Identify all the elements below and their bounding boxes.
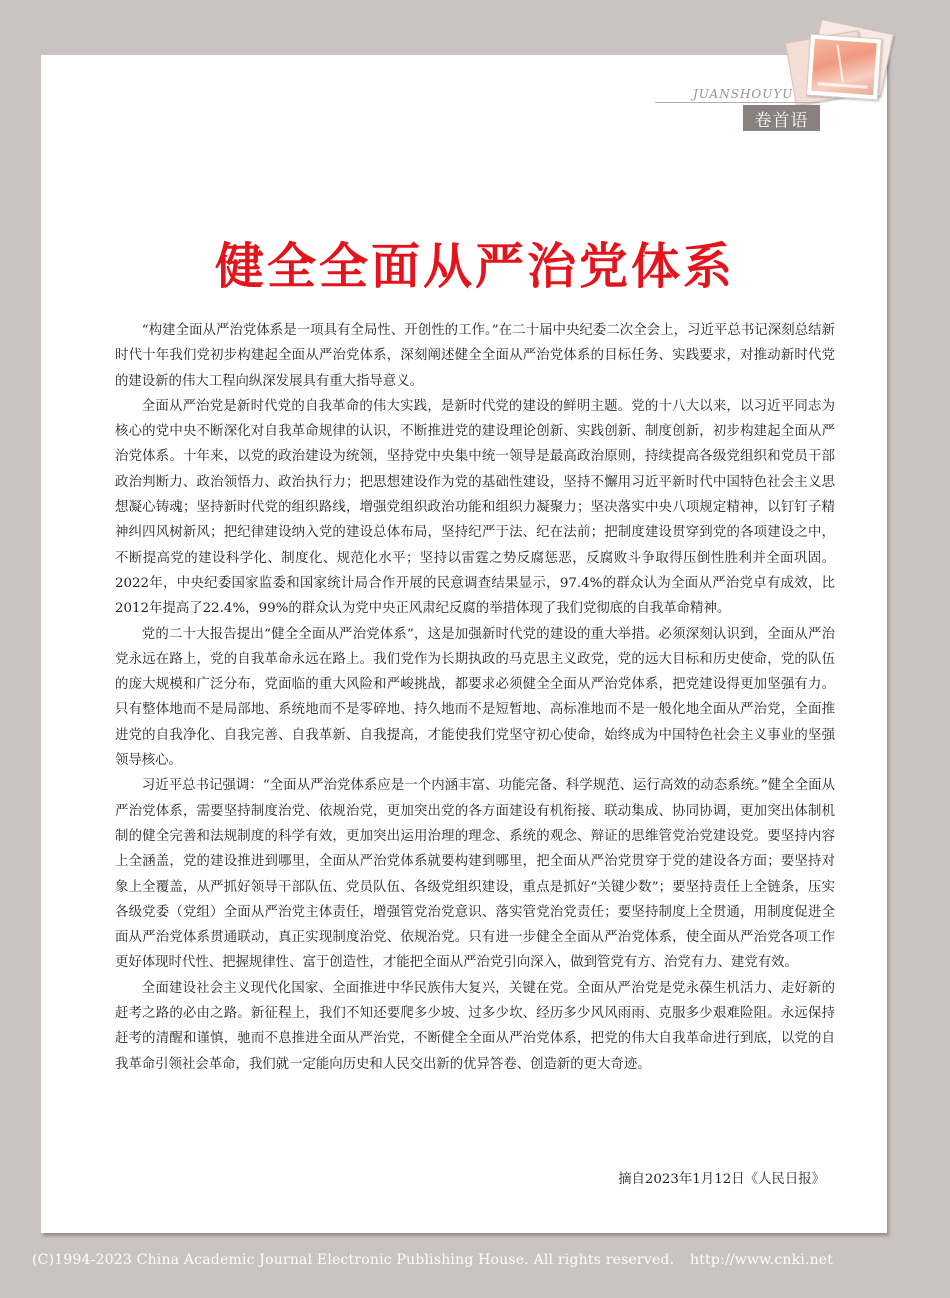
paragraph: “构建全面从严治党体系是一项具有全局性、开创性的工作。”在二十届中央纪委二次全会上，习近平总书记深刻总结新时代十年我们党初步构建起全面从严治党体系，深刻阐述健全全面从严治党体系的目标任务、实践要求，对推动新时代党的建设新的伟大工程向纵深发展具有重大指导意义。: [115, 323, 835, 389]
article-body: [115, 318, 835, 1077]
footer-url[interactable]: http://www.cnki.net: [690, 1252, 834, 1268]
article-title: 健全全面从严治党体系: [214, 238, 735, 295]
header-divider: [655, 102, 820, 103]
copyright-footer: [32, 1252, 834, 1268]
section-pinyin: JUANSHOUYU: [693, 87, 794, 101]
paragraph: 全面从严治党是新时代党的自我革命的伟大实践，是新时代党的建设的鲜明主题。党的十八大以来，以习近平同志为核心的党中央不断深化对自我革命规律的认识，不断推进党的建设理论创新、实践创新、制度创新，初步构建起全面从严治党体系。十年来，以党的政治建设为统领，坚持党中央集中统一领导是最高政治原则，持续提高各级党组织和党员干部政治判断力、政治领悟力、政治执行力；把思想建设作为党的基础性建设，坚持不懈用习近平新时代中国特色社会主义思想凝心铸魂；坚持新时代党的组织路线，增强党组织政治功能和组织力凝聚力；坚决落实中央八项规定精神，以钉钉子精神纠四风树新风；把纪律建设纳入党的建设总体布局，坚持纪严于法、纪在法前；把制度建设贯穿到党的各项建设之中，不断提高党的建设科学化、制度化、规范化水平；坚持以雷霆之势反腐惩恶，反腐败斗争取得压倒性胜利并全面巩固。2022年，中央纪委国家监委和国家统计局合作开展的民意调查结果显示，97.4%的群众认为全面从严治党卓有成效，比2012年提高了22.4%，99%的群众认为党中央正风肃纪反腐的举措体现了我们党彻底的自我革命精神。: [115, 398, 835, 617]
copyright-text: (C)1994-2023 China Academic Journal Electronic Publishing House. All rights reserved.: [32, 1252, 675, 1268]
article-source: 摘自2023年1月12日《人民日报》: [618, 1172, 825, 1187]
paragraph: 全面建设社会主义现代化国家、全面推进中华民族伟大复兴，关键在党。全面从严治党是党永葆生机活力、走好新的赶考之路的必由之路。新征程上，我们不知还要爬多少坡、过多少坎、经历多少风风雨雨、克服多少艰难险阻。永远保持赶考的清醒和谨慎，驰而不息推进全面从严治党，不断健全全面从严治党体系，把党的伟大自我革命进行到底，以党的自我革命引领社会革命，我们就一定能向历史和人民交出新的优异答卷、创造新的更大奇迹。: [115, 980, 835, 1072]
paragraph: 习近平总书记强调：“全面从严治党体系应是一个内涵丰富、功能完备、科学规范、运行高效的动态系统。”健全全面从严治党体系，需要坚持制度治党、依规治党，更加突出党的各方面建设有机衔接、联动集成、协同协调，更加突出体制机制的健全完善和法规制度的科学有效，更加突出运用治理的理念、系统的观念、辩证的思维管党治党建设党。要坚持内容上全涵盖，党的建设推进到哪里，全面从严治党体系就要构建到哪里，把全面从严治党贯穿于党的建设各方面；要坚持对象上全覆盖，从严抓好领导干部队伍、党员队伍、各级党组织建设，重点是抓好“关键少数”；要坚持责任上全链条，压实各级党委（党组）全面从严治党主体责任，增强管党治党意识、落实管党治党责任；要坚持制度上全贯通，用制度促进全面从严治党体系贯通联动，真正实现制度治党、依规治党。只有进一步健全全面从严治党体系，使全面从严治党各项工作更好体现时代性、把握规律性、富于创造性，才能把全面从严治党引向深入，做到管党有方、治党有力、建党有效。: [115, 778, 835, 971]
photo-front: [806, 34, 882, 101]
section-label: 卷首语: [743, 105, 820, 131]
paragraph: 党的二十大报告提出“健全全面从严治党体系”，这是加强新时代党的建设的重大举措。必须深刻认识到，全面从严治党永远在路上，党的自我革命永远在路上。我们党作为长期执政的马克思主义政党，党的远大目标和历史使命，党的队伍的庞大规模和广泛分布，党面临的重大风险和严峻挑战，都要求必须健全全面从严治党体系，把党建设得更加坚强有力。只有整体地而不是局部地、系统地而不是零碎地、持久地而不是短暂地、高标准地而不是一般化地全面从严治党，全面推进党的自我净化、自我完善、自我革新、自我提高，才能使我们党坚守初心使命，始终成为中国特色社会主义事业的坚强领导核心。: [115, 626, 835, 769]
